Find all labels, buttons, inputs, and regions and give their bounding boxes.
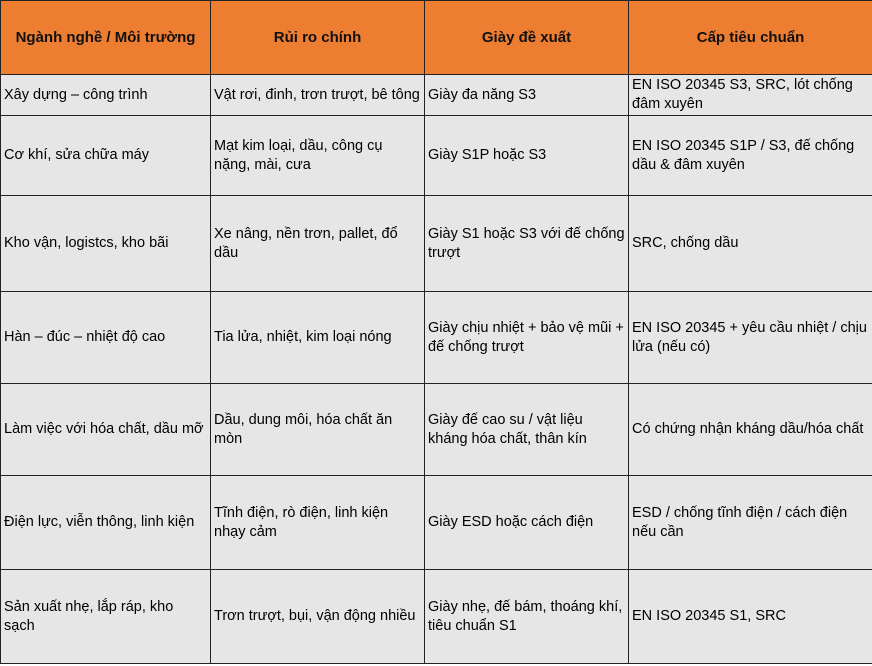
- cell-shoes: Giày S1P hoặc S3: [425, 116, 629, 196]
- cell-standard: Có chứng nhận kháng dầu/hóa chất: [629, 384, 872, 476]
- table-row: [1, 384, 872, 476]
- header-main-risk: Rủi ro chính: [211, 1, 425, 75]
- cell-industry: Cơ khí, sửa chữa máy: [1, 116, 211, 196]
- cell-risk: Trơn trượt, bụi, vận động nhiều: [211, 570, 425, 664]
- cell-shoes: Giày ESD hoặc cách điện: [425, 476, 629, 570]
- cell-industry: Sản xuất nhẹ, lắp ráp, kho sạch: [1, 570, 211, 664]
- table-row: [1, 196, 872, 292]
- cell-industry: Làm việc với hóa chất, dầu mỡ: [1, 384, 211, 476]
- cell-shoes: Giày chịu nhiệt + bảo vệ mũi + đế chống trượt: [425, 292, 629, 384]
- table-row: [1, 292, 872, 384]
- cell-standard: EN ISO 20345 S1P / S3, đế chống dầu & đâm xuyên: [629, 116, 872, 196]
- header-industry: Ngành nghề / Môi trường: [1, 1, 211, 75]
- table-row: [1, 75, 872, 116]
- cell-standard: ESD / chống tĩnh điện / cách điện nếu cần: [629, 476, 872, 570]
- cell-industry: Xây dựng – công trình: [1, 75, 211, 116]
- cell-standard: EN ISO 20345 S3, SRC, lót chống đâm xuyên: [629, 75, 872, 116]
- cell-risk: Tia lửa, nhiệt, kim loại nóng: [211, 292, 425, 384]
- cell-standard: EN ISO 20345 + yêu cầu nhiệt / chịu lửa (nếu có): [629, 292, 872, 384]
- cell-shoes: Giày đế cao su / vật liệu kháng hóa chất, thân kín: [425, 384, 629, 476]
- table-row: [1, 476, 872, 570]
- cell-shoes: Giày nhẹ, đế bám, thoáng khí, tiêu chuẩn S1: [425, 570, 629, 664]
- cell-standard: EN ISO 20345 S1, SRC: [629, 570, 872, 664]
- header-standard-level: Cấp tiêu chuẩn: [629, 1, 872, 75]
- cell-risk: Dầu, dung môi, hóa chất ăn mòn: [211, 384, 425, 476]
- cell-risk: Vật rơi, đinh, trơn trượt, bê tông: [211, 75, 425, 116]
- cell-shoes: Giày đa năng S3: [425, 75, 629, 116]
- cell-standard: SRC, chống dầu: [629, 196, 872, 292]
- table-row: [1, 116, 872, 196]
- cell-industry: Điện lực, viễn thông, linh kiện: [1, 476, 211, 570]
- table-row: [1, 570, 872, 664]
- cell-industry: Hàn – đúc – nhiệt độ cao: [1, 292, 211, 384]
- cell-industry: Kho vận, logistcs, kho bãi: [1, 196, 211, 292]
- cell-risk: Tĩnh điện, rò điện, linh kiện nhạy cảm: [211, 476, 425, 570]
- cell-shoes: Giày S1 hoặc S3 với đế chống trượt: [425, 196, 629, 292]
- cell-risk: Mạt kim loại, dầu, công cụ nặng, mài, cưa: [211, 116, 425, 196]
- cell-risk: Xe nâng, nền trơn, pallet, đổ dầu: [211, 196, 425, 292]
- header-row: [1, 1, 872, 75]
- header-recommended-shoes: Giày đề xuất: [425, 1, 629, 75]
